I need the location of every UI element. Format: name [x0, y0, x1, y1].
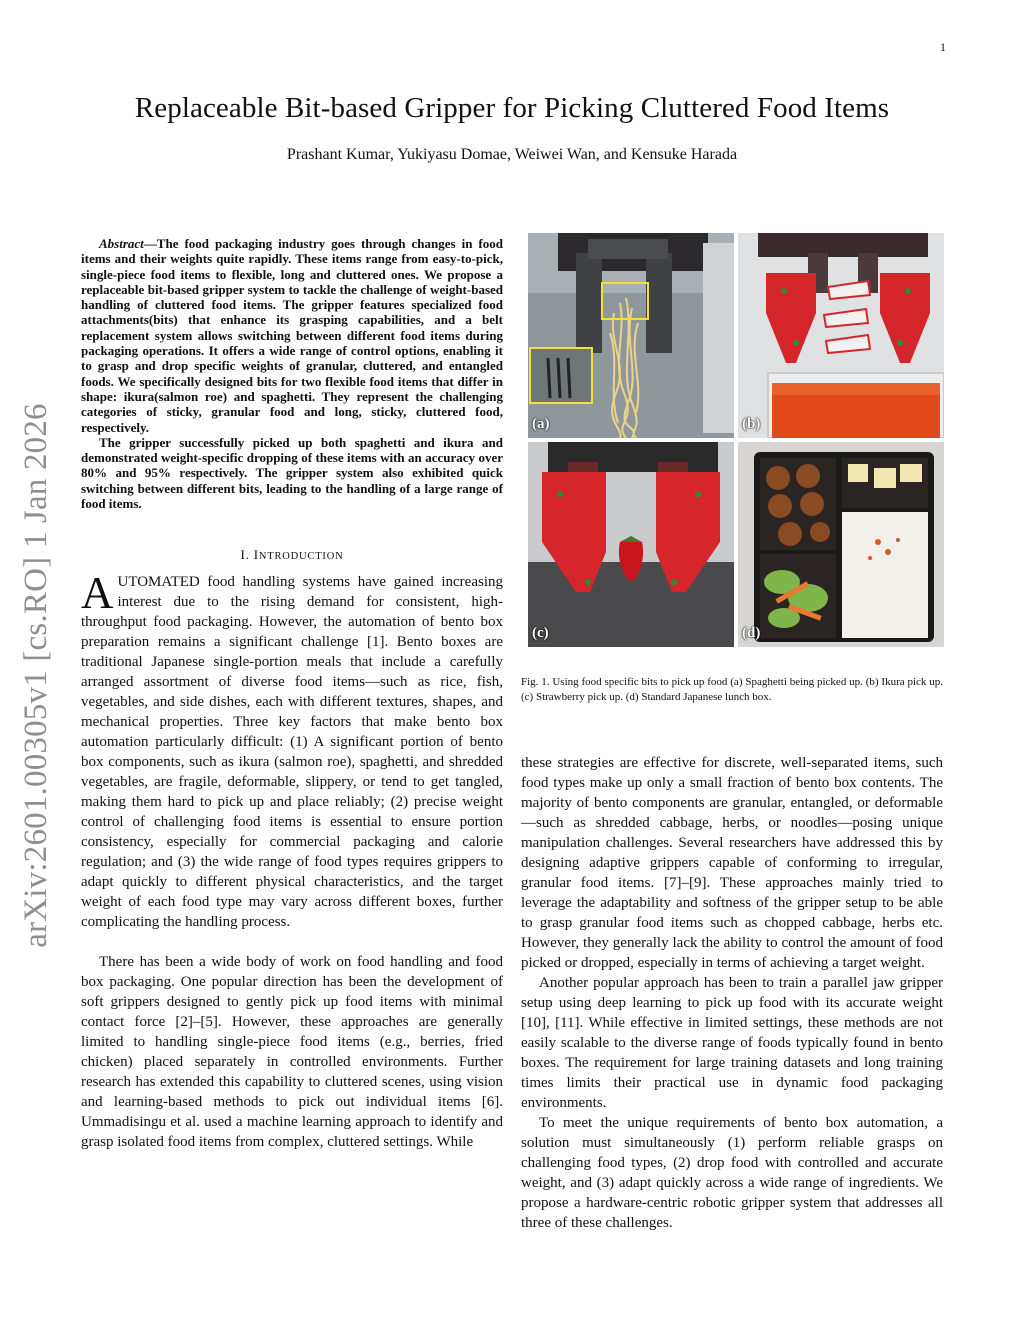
section-numeral: I.: [240, 547, 254, 563]
page-number: 1: [940, 40, 946, 54]
right-paragraph-2: Another popular approach has been to train a parallel jaw gripper setup using deep learning to pick up food with its accurate weight [10], [11]. While effective in limited settings, these methods are not easily scalable to the diverse range of foods typically found in bento boxes. The requirement for large training datasets and long training times limits their practical use in dynamic food packaging environments.: [521, 975, 943, 1111]
abstract-paragraph-1: [81, 236, 503, 435]
figure-1: [528, 233, 946, 647]
abstract-paragraph-2: The gripper successfully picked up both spaghetti and ikura and demonstrated weight-specific dropping of these items with an accuracy over 80% and 95% respectively. The gripper system also exhibited quick switching between different bits, leading to the handling of a large range of food items.: [81, 434, 503, 512]
right-paragraph-1: these strategies are effective for discrete, well-separated items, such food types make up only a small fraction of bento box contents. The majority of bento components are granular, entangled, or deformable—such as shredded cabbage, herbs, or noodles—posing unique manipulation challenges. Several researchers have addressed this by designing adaptive grippers capable of conforming to irregular, granular food items. [7]–[9]. These approaches mainly tried to leverage the adaptability and softness of the gripper setup to be able to grasp granular food items such as chopped cabbage, herbs etc. However, they generally lack the ability to control the amount of food picked or dropped, especially in terms of achieving a target weight.: [521, 755, 943, 971]
abstract-label: Abstract: [99, 236, 144, 251]
section-rest-letters: NTRODUCTION: [258, 551, 344, 563]
ikura-photo: [738, 233, 944, 438]
figure-panel-label: (b): [742, 416, 761, 432]
bento-box-photo: [738, 442, 944, 647]
spaghetti-photo: [528, 233, 734, 438]
right-column: [521, 753, 943, 1233]
left-column: [81, 236, 503, 1152]
introduction-body: [81, 568, 503, 1152]
figure-panel-b: [738, 233, 944, 438]
figure-caption: Fig. 1. Using food specific bits to pick up food (a) Spaghetti being picked up. (b) Ikura pick up. (c) Strawberry pick up. (d) Standard Japanese lunch box.: [521, 676, 943, 703]
arxiv-identifier: [8, 380, 64, 970]
arxiv-identifier-text: arXiv:2601.00305v1 [cs.RO] 1 Jan 2026: [17, 402, 54, 948]
figure-panel-label: (c): [532, 625, 549, 641]
figure-panel-label: (a): [532, 416, 550, 432]
strawberry-photo: [528, 442, 734, 647]
drop-cap: A: [81, 568, 114, 619]
section-heading-introduction: [81, 547, 503, 563]
intro-paragraph-2: There has been a wide body of work on food handling and food box packaging. One popular direction has been the development of soft grippers designed to gently pick up food items with minimal contact force [2]–[5]. However, these approaches are generally limited to handling single-piece food items (e.g., berries, fried chicken) placed separately in controlled environments. Further research has extended this capability to cluttered scenes, using vision and learning-based methods to pick out individual items [6]. Ummadisingu et al. used a machine learning approach to identify and grasp isolated food items from complex, cluttered settings. While: [81, 954, 503, 1151]
figure-panel-c: [528, 442, 734, 647]
paper-title: Replaceable Bit-based Gripper for Picking Cluttered Food Items: [134, 92, 890, 124]
right-paragraph-3: To meet the unique requirements of bento box automation, a solution must simultaneously (1) perform reliable grasps on challenging food types, (2) drop food with controlled and accurate weight, and (3) adapt quickly across a wide range of ingredients. We propose a hardware-centric robotic gripper system that addresses all three of these challenges.: [521, 1115, 943, 1231]
abstract-text-1: —The food packaging industry goes through changes in food items and their weights quite rapidly. These items range from easy-to-pick, single-piece food items to flexible, long and cluttered ones. We propose a replaceable bit-based gripper system to tackle the challenge of weight-based handling of cluttered food items. The gripper features specialized food attachments(bits) that enhance its grasping capabilities, and a belt replacement system allows switching between different food items during packaging operations. It offers a wide range of control options, enabling it to grasp and drop specific weights of granular, cluttered, and entangled foods. We specifically designed bits for two flexible food items that differ in shape: ikura(salmon roe) and spaghetti. They represent the challenging categories of sticky, granular food and long, sticky, cluttered food, respectively.: [81, 236, 503, 435]
paper-authors: Prashant Kumar, Yukiyasu Domae, Weiwei Wan, and Kensuke Harada: [286, 146, 738, 163]
figure-panel-d: [738, 442, 944, 647]
intro-paragraph-1-text: UTOMATED food handling systems have gained increasing interest due to the rising demand for consistent, high-throughput food packaging. However, the automation of bento box preparation remains a significant challenge [1]. Bento boxes are traditional Japanese single-portion meals that include a carefully arranged assortment of diverse food items—such as rice, fish, vegetables, and side dishes, each with different textures, shapes, and mechanical properties. Three key factors that make bento box automation particularly difficult: (1) A significant portion of bento box components, such as ikura (salmon roe), spaghetti, and shredded vegetables, are fragile, deformable, slippery, or tend to get tangled, making them hard to pick up and place reliably; (2) precise weight control of challenging food items is essential to ensure portion consistency, especially for commercial packaging and calorie regulation; and (3) the wide range of food types requires grippers to adapt quickly to different physical characteristics, and the target weight of each food type may vary across different boxes, further complicating the handling process.: [81, 574, 503, 931]
figure-panel-label: (d): [742, 625, 761, 641]
figure-panel-a: [528, 233, 734, 438]
intro-paragraph-1: [81, 568, 503, 932]
abstract: [81, 236, 503, 511]
section-first-letter: I: [253, 547, 259, 563]
